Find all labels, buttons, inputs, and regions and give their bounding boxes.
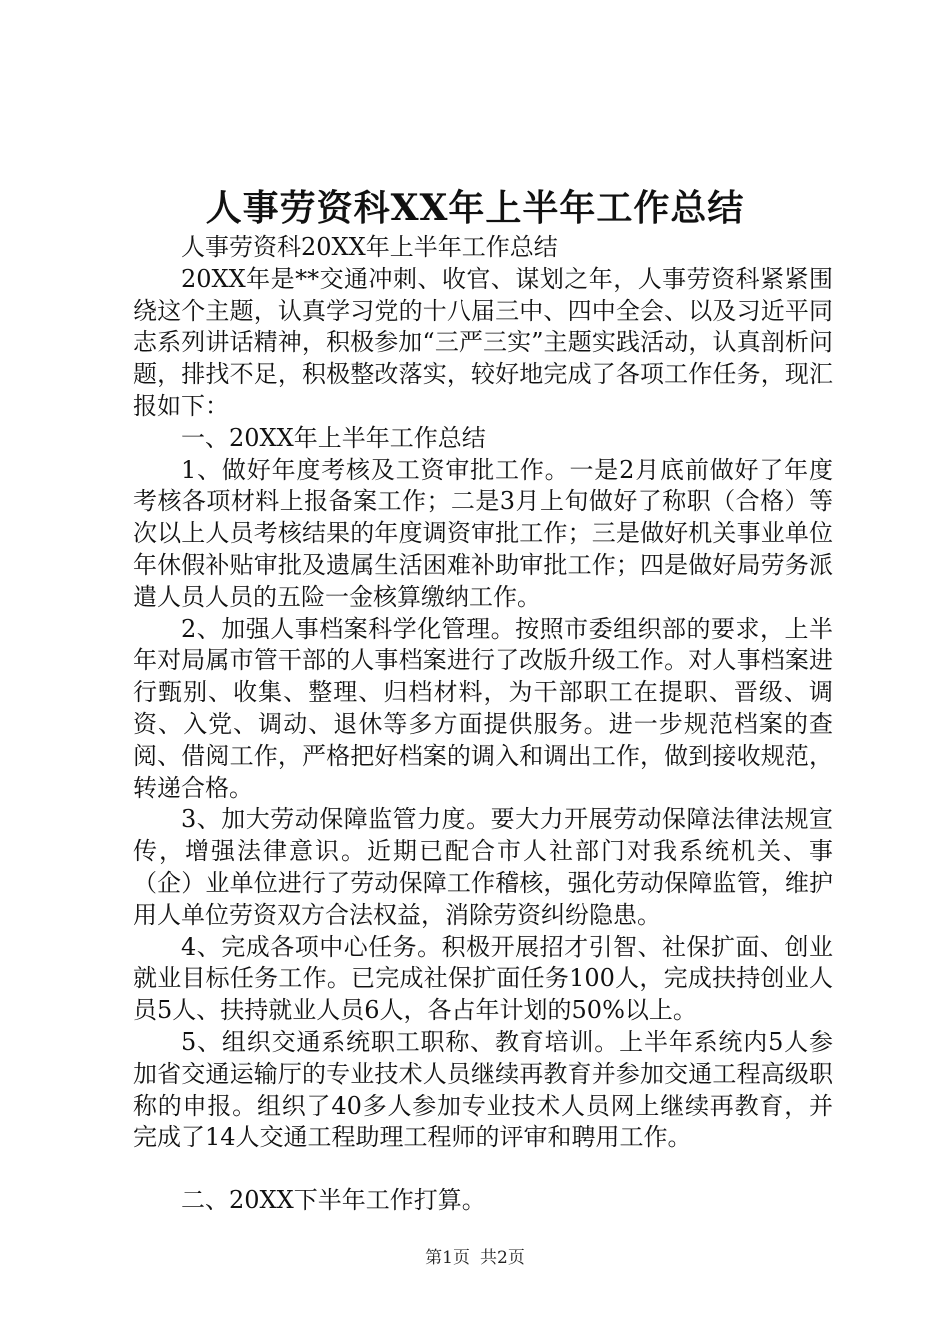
intro-paragraph: 20XX年是**交通冲刺、收官、谋划之年，人事劳资科紧紧围绕这个主题，认真学习党的十八届三中、四中全会、以及习近平同志系列讲话精神，积极参加“三严三实”主题实践活动，认真剖析问题，排找不足，积极整改落实，较好地完成了各项工作任务，现汇报如下： [133,264,833,420]
item-paragraph-3: 3、加大劳动保障监管力度。要大力开展劳动保障法律法规宣传，增强法律意识。近期已配合市人社部门对我系统机关、事（企）业单位进行了劳动保障工作稽核，强化劳动保障监管，维护用人单位劳资双方合法权益，消除劳资纠纷隐患。 [133,805,833,929]
item-paragraph-4: 4、完成各项中心任务。积极开展招才引智、社保扩面、创业就业目标任务工作。已完成社保扩面任务100人，完成扶持创业人员5人、扶持就业人员6人，各占年计划的50%以上。 [133,932,833,1025]
subtitle-paragraph: 人事劳资科20XX年上半年工作总结 [181,233,558,261]
page-total: 共2页 [480,1248,525,1268]
document-body [133,232,833,1217]
section-heading-2: 二、20XX下半年工作打算。 [181,1186,486,1215]
item-paragraph-1: 1、做好年度考核及工资审批工作。一是2月底前做好了年度考核各项材料上报备案工作；二是3月上旬做好了称职（合格）等次以上人员考核结果的年度调资审批工作；三是做好机关事业单位年休假补贴审批及遗属生活困难补助审批工作；四是做好局劳务派遣人员人员的五险一金核算缴纳工作。 [133,455,833,611]
section-heading-1: 一、20XX年上半年工作总结 [181,423,486,452]
document-title: 人事劳资科XX年上半年工作总结 [205,187,745,229]
item-paragraph-5: 5、组织交通系统职工职称、教育培训。上半年系统内5人参加省交通运输厅的专业技术人员继续再教育并参加交通工程高级职称的申报。组织了40多人参加专业技术人员网上继续再教育，并完成了14人交通工程助理工程师的评审和聘用工作。 [133,1027,833,1152]
page-number: 第1页 [425,1248,470,1268]
item-paragraph-2: 2、加强人事档案科学化管理。按照市委组织部的要求，上半年对局属市管干部的人事档案进行了改版升级工作。对人事档案进行甄别、收集、整理、归档材料，为干部职工在提职、晋级、调资、入党、调动、退休等多方面提供服务。进一步规范档案的查阅、借阅工作，严格把好档案的调入和调出工作，做到接收规范，转递合格。 [133,614,833,802]
page-footer [0,1246,950,1270]
